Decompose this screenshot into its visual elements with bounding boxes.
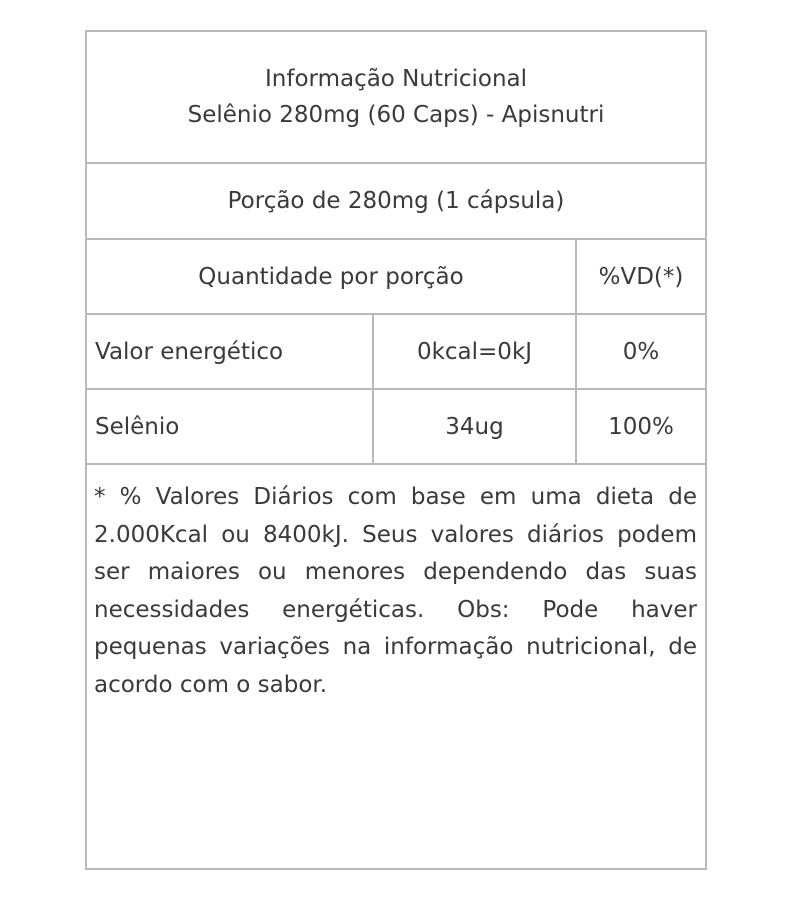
table-row (86, 389, 706, 464)
nutrient-daily-value: 100% (576, 389, 706, 464)
nutrient-amount: 34ug (373, 389, 576, 464)
footnote-row (86, 464, 706, 869)
column-header-row (86, 239, 706, 314)
portion-text: Porção de 280mg (1 cápsula) (86, 163, 706, 239)
table-title: Informação Nutricional (264, 66, 528, 92)
header-row (86, 31, 706, 163)
footnote-text: * % Valores Diários com base em uma dieta de 2.000Kcal ou 8400kJ. Seus valores diários podem ser maiores ou menores dependendo das suas necessidades energéticas. Obs: Pode haver pequenas variações na informação nutricional, de acordo com o sabor. (86, 464, 706, 869)
nutrient-name: Selênio (86, 389, 373, 464)
header-cell (86, 31, 706, 163)
quantity-per-portion-header: Quantidade por porção (86, 239, 576, 314)
portion-row (86, 163, 706, 239)
table-row (86, 314, 706, 389)
nutrient-daily-value: 0% (576, 314, 706, 389)
nutrient-name: Valor energético (86, 314, 373, 389)
nutrient-amount: 0kcal=0kJ (373, 314, 576, 389)
daily-value-header: %VD(*) (576, 239, 706, 314)
product-name: Selênio 280mg (60 Caps) - Apisnutri (187, 102, 605, 128)
nutrition-facts-table (85, 30, 707, 870)
